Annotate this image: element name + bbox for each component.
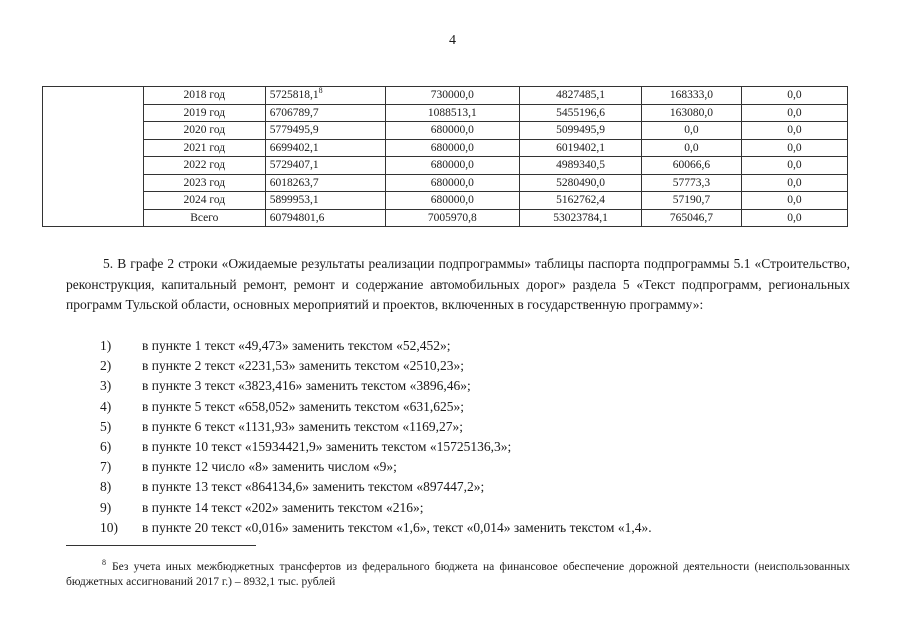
table-cell-c4 <box>520 122 642 140</box>
table-row <box>43 174 848 192</box>
table-cell-year <box>143 87 265 105</box>
table-cell-c4 <box>520 139 642 157</box>
table-cell-c5 <box>641 139 741 157</box>
table-cell-c4 <box>520 209 642 227</box>
table-cell-total <box>265 157 385 175</box>
list-item-text: в пункте 3 текст «3823,416» заменить текстом «3896,46»; <box>142 378 471 394</box>
table-cell-total <box>265 104 385 122</box>
cell-value: 5729407,1 <box>269 159 319 172</box>
cell-value: 730000,0 <box>430 89 474 102</box>
list-item <box>100 397 652 417</box>
funding-table <box>42 86 848 227</box>
cell-value: 2018 год <box>183 89 226 102</box>
list-item <box>100 336 652 356</box>
table-cell-total <box>265 192 385 210</box>
table-cell-c5 <box>641 157 741 175</box>
list-item-number: 5) <box>100 418 112 434</box>
cell-value: 5779495,9 <box>269 124 319 137</box>
list-item <box>100 498 652 518</box>
cell-value: 2024 год <box>183 194 226 207</box>
cell-value: 2020 год <box>183 124 226 137</box>
cell-value: 5280490,0 <box>556 176 605 189</box>
table-cell-c6 <box>741 104 847 122</box>
cell-value: 60066,6 <box>672 159 711 172</box>
list-item-number: 10) <box>100 519 118 535</box>
table-cell-c4 <box>520 104 642 122</box>
table-cell-year <box>143 174 265 192</box>
list-item-number: 9) <box>100 499 112 515</box>
cell-value: 57190,7 <box>672 194 711 207</box>
table-cell-total <box>265 209 385 227</box>
replacement-list <box>100 336 652 538</box>
list-item <box>100 518 652 538</box>
table-cell-c6 <box>741 192 847 210</box>
list-item-text: в пункте 13 текст «864134,6» заменить текстом «897447,2»; <box>142 479 485 495</box>
list-item-text: в пункте 5 текст «658,052» заменить текстом «631,625»; <box>142 398 464 414</box>
cell-value: 2021 год <box>183 141 226 154</box>
table-cell-c6 <box>741 87 847 105</box>
list-item <box>100 376 652 396</box>
cell-value: 163080,0 <box>669 106 713 119</box>
table-row <box>43 209 848 227</box>
list-item-number: 8) <box>100 479 112 495</box>
table-cell-year <box>143 104 265 122</box>
cell-value: 168333,0 <box>669 89 713 102</box>
cell-value: 0,0 <box>684 141 699 154</box>
table-row <box>43 87 848 105</box>
cell-value: 680000,0 <box>430 176 474 189</box>
table-cell-total <box>265 139 385 157</box>
cell-value: 4827485,1 <box>556 89 605 102</box>
cell-value: 6018263,7 <box>269 176 319 189</box>
table-cell-c3 <box>385 192 520 210</box>
cell-value: 0,0 <box>787 124 802 137</box>
table-cell-c4 <box>520 87 642 105</box>
table-cell-c3 <box>385 104 520 122</box>
list-item <box>100 477 652 497</box>
table-cell-c4 <box>520 192 642 210</box>
footnote-ref: 8 <box>318 86 323 96</box>
table-cell-c5 <box>641 87 741 105</box>
list-item-number: 4) <box>100 398 112 414</box>
table-cell-c5 <box>641 122 741 140</box>
cell-value: 4989340,5 <box>556 159 605 172</box>
list-item-text: в пункте 10 текст «15934421,9» заменить текстом «15725136,3»; <box>142 438 512 454</box>
table-cell-c3 <box>385 139 520 157</box>
list-item-number: 3) <box>100 378 112 394</box>
cell-value: 5725818,1 <box>269 89 319 102</box>
table-cell-c3 <box>385 122 520 140</box>
cell-value: 765046,7 <box>669 211 713 224</box>
list-item <box>100 356 652 376</box>
cell-value: 53023784,1 <box>553 211 608 224</box>
cell-value: 680000,0 <box>430 159 474 172</box>
cell-value: 7005970,8 <box>427 211 477 224</box>
cell-value: 1088513,1 <box>427 106 477 119</box>
table-cell-c3 <box>385 174 520 192</box>
cell-value: 5899953,1 <box>269 194 319 207</box>
table-cell-c6 <box>741 157 847 175</box>
cell-value: 0,0 <box>787 211 802 224</box>
footnote <box>66 555 850 590</box>
footnote-divider <box>66 545 256 546</box>
cell-value: 0,0 <box>787 176 802 189</box>
list-item-text: в пункте 20 текст «0,016» заменить текстом «1,6», текст «0,014» заменить текстом «1,4». <box>142 519 652 535</box>
table-row <box>43 104 848 122</box>
cell-value: 2023 год <box>183 176 226 189</box>
list-item <box>100 437 652 457</box>
table-cell-total <box>265 122 385 140</box>
table-cell-year <box>143 139 265 157</box>
table-cell-year <box>143 157 265 175</box>
item-5-paragraph: 5. В графе 2 строки «Ожидаемые результаты реализации подпрограммы» таблицы паспорта подпрограммы 5.1 «Строительство, реконструкция, капитальный ремонт, ремонт и содержание автомобильных дорог» раздела 5 «Текст подпрограмм, региональных программ Тульской области, основных мероприятий и проектов, включенных в государственную программу»: <box>66 256 850 312</box>
table-row <box>43 192 848 210</box>
table-cell-c4 <box>520 174 642 192</box>
list-item-number: 2) <box>100 358 112 374</box>
list-item <box>100 457 652 477</box>
table-cell-c6 <box>741 122 847 140</box>
cell-value: 5455196,6 <box>556 106 605 119</box>
cell-value: 680000,0 <box>430 141 474 154</box>
cell-value: 0,0 <box>787 89 802 102</box>
table-row <box>43 122 848 140</box>
cell-value: 60794801,6 <box>269 211 325 224</box>
cell-value: 0,0 <box>684 124 699 137</box>
list-item-number: 6) <box>100 438 112 454</box>
cell-value: 2022 год <box>183 159 226 172</box>
list-item-text: в пункте 14 текст «202» заменить текстом «216»; <box>142 499 424 515</box>
table-row <box>43 157 848 175</box>
table-cell-c5 <box>641 174 741 192</box>
page-number: 4 <box>449 33 456 48</box>
list-item-text: в пункте 2 текст «2231,53» заменить текстом «2510,23»; <box>142 358 464 374</box>
table-row <box>43 139 848 157</box>
table-cell-c5 <box>641 192 741 210</box>
cell-value: 5162762,4 <box>556 194 605 207</box>
table-cell-year <box>143 209 265 227</box>
cell-value: Всего <box>190 211 219 224</box>
table-cell-c6 <box>741 174 847 192</box>
cell-value: 0,0 <box>787 141 802 154</box>
table-cell-c6 <box>741 139 847 157</box>
cell-value: 680000,0 <box>430 194 474 207</box>
list-item-text: в пункте 1 текст «49,473» заменить текстом «52,452»; <box>142 338 451 353</box>
table-row-header-cell <box>43 87 144 227</box>
cell-value: 0,0 <box>787 194 802 207</box>
list-item-text: в пункте 12 число «8» заменить числом «9»; <box>142 459 397 475</box>
table-cell-c6 <box>741 209 847 227</box>
table-cell-c5 <box>641 104 741 122</box>
list-item <box>100 417 652 437</box>
list-item-number: 1) <box>100 338 112 353</box>
cell-value: 2019 год <box>183 106 226 119</box>
table-cell-c3 <box>385 87 520 105</box>
cell-value: 0,0 <box>787 159 802 172</box>
table-cell-c4 <box>520 157 642 175</box>
table-cell-year <box>143 122 265 140</box>
table-cell-total <box>265 87 385 105</box>
cell-value: 57773,3 <box>672 176 711 189</box>
cell-value: 680000,0 <box>430 124 474 137</box>
cell-value: 6019402,1 <box>556 141 605 154</box>
list-item-text: в пункте 6 текст «1131,93» заменить текстом «1169,27»; <box>142 418 463 434</box>
footnote-text: Без учета иных межбюджетных трансфертов из федерального бюджета на финансовое обеспечение дорожной деятельности (неиспользованных бюджетных ассигнований 2017 г.) – 8932,1 тыс. рублей <box>66 560 850 588</box>
cell-value: 0,0 <box>787 106 802 119</box>
table-cell-year <box>143 192 265 210</box>
table-cell-c3 <box>385 209 520 227</box>
table-cell-total <box>265 174 385 192</box>
cell-value: 6699402,1 <box>269 141 319 154</box>
table-cell-c5 <box>641 209 741 227</box>
cell-value: 5099495,9 <box>556 124 605 137</box>
footnote-mark: 8 <box>102 558 106 567</box>
cell-value: 6706789,7 <box>269 106 319 119</box>
list-item-number: 7) <box>100 459 112 475</box>
table-cell-c3 <box>385 157 520 175</box>
